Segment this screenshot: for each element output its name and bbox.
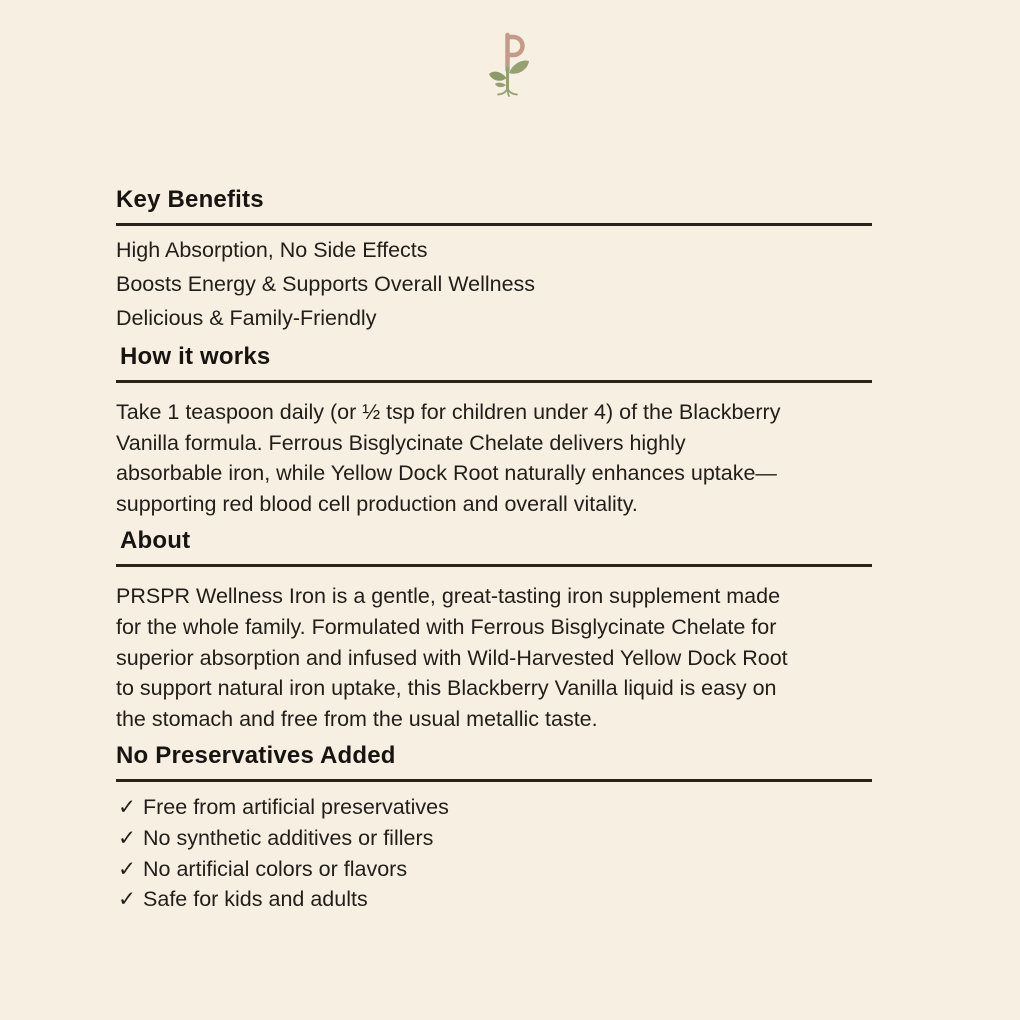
section-divider <box>116 223 872 226</box>
section-about <box>116 527 872 734</box>
logo-root-left <box>498 88 508 95</box>
product-description-panel <box>116 186 872 915</box>
checkmark-icon: ✓ <box>118 856 137 881</box>
no-preservatives-title: No Preservatives Added <box>116 742 396 770</box>
logo-letter-bowl <box>508 37 523 55</box>
section-how-it-works <box>116 343 872 519</box>
logo-leaf-right <box>509 61 529 74</box>
text-line: superior absorption and infused with Wild-Harvested Yellow Dock Root <box>116 645 788 670</box>
checkmark-icon: ✓ <box>118 887 137 912</box>
key-benefits-title: Key Benefits <box>116 186 264 213</box>
about-text <box>116 581 872 734</box>
text-line: the stomach and free from the usual metallic taste. <box>116 706 598 731</box>
checklist-item <box>116 884 872 915</box>
checklist-item <box>116 792 872 823</box>
checklist-item <box>116 823 872 854</box>
text-line: Take 1 teaspoon daily (or ½ tsp for children under 4) of the Blackberry <box>116 400 781 424</box>
text-line: to support natural iron uptake, this Blackberry Vanilla liquid is easy on <box>116 676 777 701</box>
section-divider <box>116 779 872 782</box>
text-line: Vanilla formula. Ferrous Bisglycinate Chelate delivers highly <box>116 430 686 455</box>
benefit-item: High Absorption, No Side Effects <box>116 238 428 262</box>
checklist-item-label: Safe for kids and adults <box>143 887 368 912</box>
text-line: absorbable iron, while Yellow Dock Root naturally enhances uptake— <box>116 461 777 486</box>
text-line: for the whole family. Formulated with Ferrous Bisglycinate Chelate for <box>116 614 777 639</box>
sprout-logo-icon <box>487 30 533 98</box>
how-it-works-text <box>116 397 872 519</box>
logo-leaf-left <box>489 72 507 81</box>
checklist-item-label: Free from artificial preservatives <box>143 795 449 820</box>
section-divider <box>116 380 872 383</box>
checklist-item <box>116 854 872 885</box>
section-no-preservatives <box>116 742 872 915</box>
key-benefits-list <box>116 233 872 335</box>
checklist-item-label: No artificial colors or flavors <box>143 856 408 881</box>
brand-logo <box>0 0 1020 98</box>
how-it-works-title: How it works <box>120 343 271 370</box>
section-key-benefits <box>116 186 872 335</box>
checkmark-icon: ✓ <box>118 826 137 851</box>
text-line: supporting red blood cell production and overall vitality. <box>116 491 638 516</box>
text-line: PRSPR Wellness Iron is a gentle, great-tasting iron supplement made <box>116 584 781 609</box>
checklist-item-label: No synthetic additives or fillers <box>143 826 434 851</box>
logo-leaf-small <box>495 83 506 88</box>
no-preservatives-list <box>116 792 872 915</box>
benefit-item: Boosts Energy & Supports Overall Wellness <box>116 272 536 296</box>
section-divider <box>116 564 872 567</box>
benefit-item: Delicious & Family-Friendly <box>116 306 377 330</box>
checkmark-icon: ✓ <box>118 795 137 820</box>
about-title: About <box>120 527 191 555</box>
